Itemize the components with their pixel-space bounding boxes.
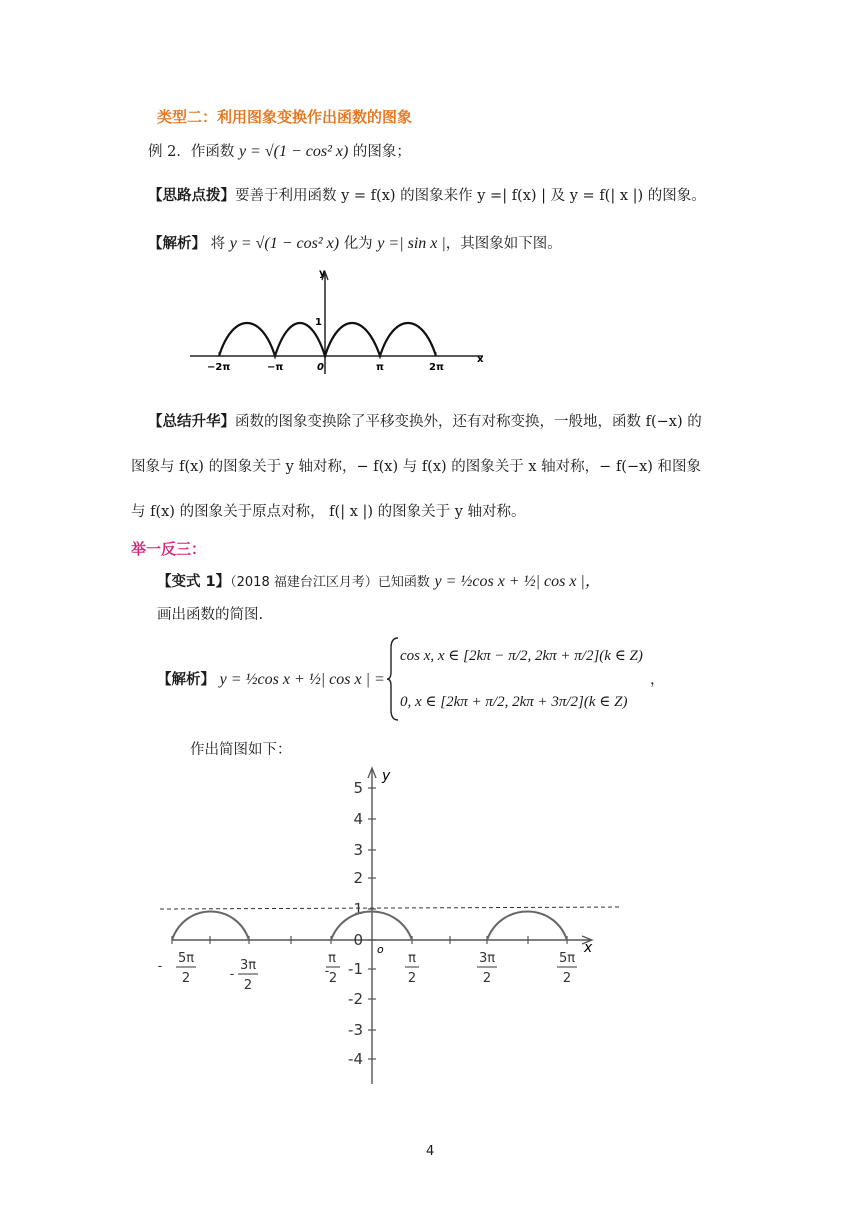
graph2-x-tick-num: 5π bbox=[558, 951, 576, 966]
graph2-x-tick-num: 5π bbox=[177, 951, 195, 966]
page-number: 4 bbox=[426, 1144, 435, 1159]
variant-instruction: 画出函数的简图. bbox=[157, 607, 264, 623]
graph2-y-tick: 0 bbox=[353, 931, 363, 949]
solution-1-tag: 【解析】 bbox=[148, 236, 206, 252]
graph1-tick-label-2pi: 2π bbox=[429, 362, 444, 373]
graph2-y-tick: 3 bbox=[353, 841, 363, 859]
graph2-x-tick-den: 2 bbox=[407, 971, 417, 986]
graph2-x-tick-num: π bbox=[328, 951, 336, 966]
solution-2-tag: 【解析】 bbox=[157, 672, 215, 688]
graph2-x-tick-num: 3π bbox=[478, 951, 496, 966]
variant-formula: y = ½cos x + ½| cos x |， bbox=[434, 573, 601, 590]
solution-1-middle: 化为 bbox=[343, 236, 373, 252]
graph2-y-label: y bbox=[382, 768, 391, 784]
summary-line-3: 与 f(x) 的图象关于原点对称， f(| x |) 的图象关于 y 轴对称。 bbox=[131, 504, 526, 520]
summary-tag: 【总结升华】 bbox=[148, 414, 235, 430]
graph2-y-tick: -1 bbox=[348, 960, 363, 978]
solution-2-trailing: ， bbox=[650, 672, 665, 688]
graph2-origin-label: o bbox=[377, 943, 384, 956]
graph1-tick-label-zero: 0 bbox=[317, 362, 324, 373]
summary-line-1 bbox=[148, 410, 702, 431]
section-heading: 类型二：利用图象变换作出函数的图象 bbox=[157, 108, 413, 126]
graph2-arch-1 bbox=[172, 912, 249, 941]
solution-2 bbox=[157, 668, 385, 689]
solution-1-formula: y = √(1 − cos² x) bbox=[229, 235, 340, 252]
piecewise-brace bbox=[386, 636, 400, 722]
solution-1-target: y =| sin x | bbox=[377, 235, 446, 252]
variant-1 bbox=[157, 568, 601, 591]
graph1-y-tick-1: 1 bbox=[315, 317, 322, 328]
graph2-x-label: x bbox=[584, 940, 593, 956]
variant-tag: 【变式 1】 bbox=[157, 574, 231, 590]
hint-tag: 【思路点拨】 bbox=[148, 188, 235, 204]
graph2-dashed-line bbox=[160, 907, 620, 909]
example-intro: 例 2．作函数 bbox=[148, 144, 235, 160]
graph2-y-tick: 2 bbox=[353, 869, 363, 887]
graph2-y-tick: -3 bbox=[348, 1021, 363, 1039]
example-suffix: 的图象； bbox=[352, 144, 411, 160]
graph2-x-tick-sign: - bbox=[324, 964, 330, 979]
graph1-tick-label-neg-pi: −π bbox=[267, 362, 284, 373]
example-2 bbox=[148, 140, 411, 161]
abs-sin-graph bbox=[185, 264, 495, 382]
solution-1 bbox=[148, 232, 562, 253]
graph2-x-tick-den: 2 bbox=[243, 978, 253, 993]
graph1-curve bbox=[219, 323, 436, 356]
solution-1-suffix: ，其图象如下图。 bbox=[445, 236, 562, 252]
summary-text-1: 函数的图象变换除了平移变换外，还有对称变换，一般地，函数 f(−x) 的 bbox=[235, 414, 702, 430]
variant-source: （2018 福建台江区月考）已知函数 bbox=[230, 575, 430, 590]
summary-line-2: 图象与 f(x) 的图象关于 y 轴对称，− f(x) 与 f(x) 的图象关于 x 轴对称，− f(−x) 和图象 bbox=[131, 459, 702, 475]
graph2-x-tick-num: 3π bbox=[239, 958, 257, 973]
graph1-y-label: y bbox=[319, 268, 326, 279]
solution-2-formula: y = ½cos x + ½| cos x | = bbox=[219, 671, 385, 688]
sketch-intro: 作出简图如下： bbox=[190, 742, 292, 758]
hint-paragraph bbox=[148, 184, 706, 205]
graph2-arch-3 bbox=[487, 912, 567, 941]
example-formula: y = √(1 − cos² x) bbox=[238, 143, 349, 160]
graph2-y-tick: 4 bbox=[353, 810, 363, 828]
cos-graph bbox=[150, 762, 620, 1088]
practice-heading: 举一反三： bbox=[131, 540, 207, 558]
graph2-x-tick-den: 2 bbox=[328, 971, 338, 986]
graph1-x-label: x bbox=[477, 354, 484, 365]
graph2-y-tick: 1 bbox=[353, 900, 363, 918]
graph2-y-tick: -2 bbox=[348, 990, 363, 1008]
graph2-x-tick-den: 2 bbox=[562, 971, 572, 986]
graph2-x-tick-sign: - bbox=[229, 967, 235, 982]
graph2-x-tick-den: 2 bbox=[181, 971, 191, 986]
piecewise-case-2: 0, x ∈ [2kπ + π/2, 2kπ + 3π/2](k ∈ Z) bbox=[400, 694, 628, 710]
graph1-tick-label-neg-2pi: −2π bbox=[207, 362, 231, 373]
graph1-tick-label-pi: π bbox=[376, 362, 384, 373]
hint-text: 要善于利用函数 y = f(x) 的图象来作 y =| f(x) | 及 y = f(| x |) 的图象。 bbox=[235, 188, 706, 204]
graph2-x-tick-sign: - bbox=[157, 959, 163, 974]
piecewise-case-1: cos x, x ∈ [2kπ − π/2, 2kπ + π/2](k ∈ Z) bbox=[400, 648, 643, 664]
graph2-y-tick: -4 bbox=[348, 1050, 363, 1068]
solution-1-prefix: 将 bbox=[210, 236, 226, 252]
graph2-x-tick-den: 2 bbox=[482, 971, 492, 986]
graph2-y-tick: 5 bbox=[353, 779, 363, 797]
graph2-x-tick-num: π bbox=[408, 951, 416, 966]
